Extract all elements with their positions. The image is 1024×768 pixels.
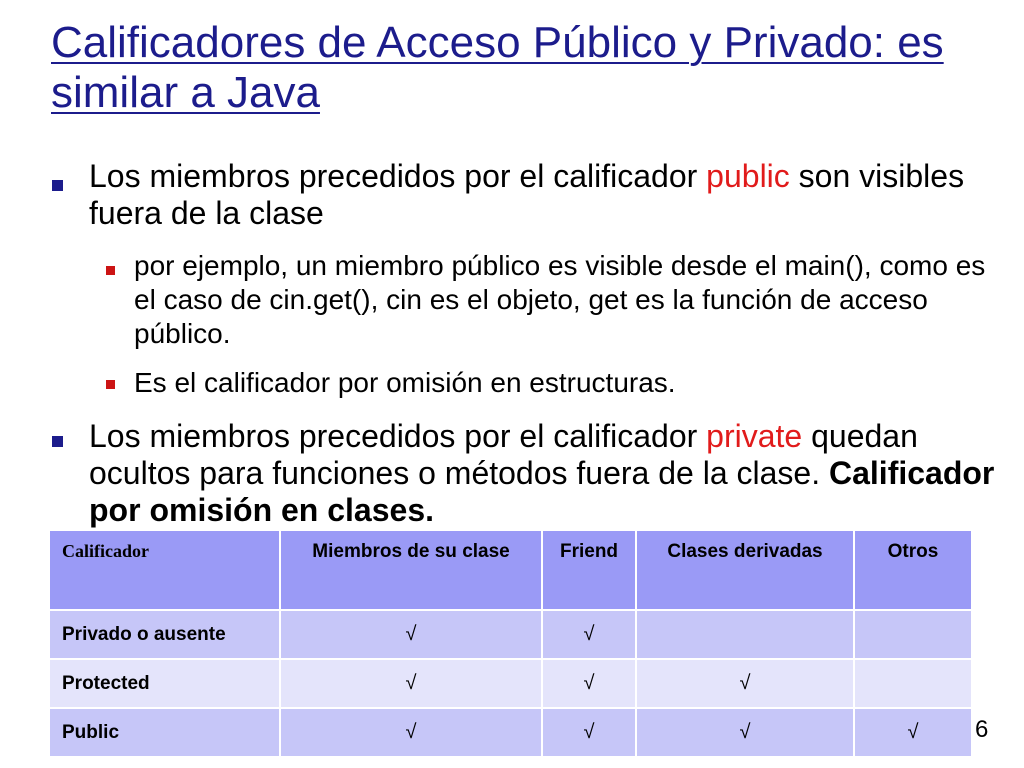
slide-title: Calificadores de Acceso Público y Privado: es similar a Java bbox=[51, 18, 944, 117]
header-friend: Friend bbox=[542, 531, 636, 610]
check-cell: √ bbox=[854, 708, 972, 757]
row-name: Public bbox=[50, 708, 280, 757]
bullet-text-bold: Calificador por omisión en clases. bbox=[89, 455, 995, 528]
keyword-private: private bbox=[706, 418, 803, 454]
check-cell: √ bbox=[636, 659, 854, 708]
check-cell: √ bbox=[280, 659, 542, 708]
row-name: Protected bbox=[50, 659, 280, 708]
sub-bullet-default-structs: Es el calificador por omisión en estructuras. bbox=[134, 367, 676, 398]
bullet-text: Los miembros precedidos por el calificador bbox=[89, 418, 707, 454]
check-cell: √ bbox=[636, 708, 854, 757]
sub-bullet-square-icon bbox=[106, 266, 115, 275]
page-number: 6 bbox=[975, 716, 989, 743]
sub-bullet-example: por ejemplo, un miembro público es visible desde el main(), como es el caso de cin.get(), cin es el objeto, get es la función de acceso público. bbox=[134, 250, 986, 349]
bullet-private bbox=[89, 418, 999, 529]
check-cell: √ bbox=[542, 659, 636, 708]
bullet-square-icon bbox=[52, 180, 63, 191]
table-row bbox=[50, 610, 972, 659]
bullet-square-icon bbox=[52, 436, 63, 447]
check-cell: √ bbox=[542, 610, 636, 659]
header-miembros: Miembros de su clase bbox=[280, 531, 542, 610]
bullet-text-mid: quedan ocultos para funciones o métodos fuera de la clase. bbox=[89, 418, 918, 491]
check-cell: √ bbox=[280, 708, 542, 757]
bullet-text: Los miembros precedidos por el calificador bbox=[89, 158, 707, 194]
keyword-public: public bbox=[706, 158, 790, 194]
access-qualifiers-table bbox=[50, 531, 973, 758]
check-cell bbox=[854, 610, 972, 659]
row-name: Privado o ausente bbox=[50, 610, 280, 659]
check-cell: √ bbox=[280, 610, 542, 659]
table-row bbox=[50, 659, 972, 708]
sub-bullet-square-icon bbox=[106, 380, 115, 389]
table-header-row bbox=[50, 531, 972, 610]
check-cell bbox=[636, 610, 854, 659]
check-cell bbox=[854, 659, 972, 708]
header-calificador: Calificador bbox=[50, 531, 280, 610]
table-row bbox=[50, 708, 972, 757]
bullet-public bbox=[89, 158, 999, 232]
check-cell: √ bbox=[542, 708, 636, 757]
header-otros: Otros bbox=[854, 531, 972, 610]
header-derivadas: Clases derivadas bbox=[636, 531, 854, 610]
bullet-text-end: son visibles fuera de la clase bbox=[89, 158, 965, 231]
